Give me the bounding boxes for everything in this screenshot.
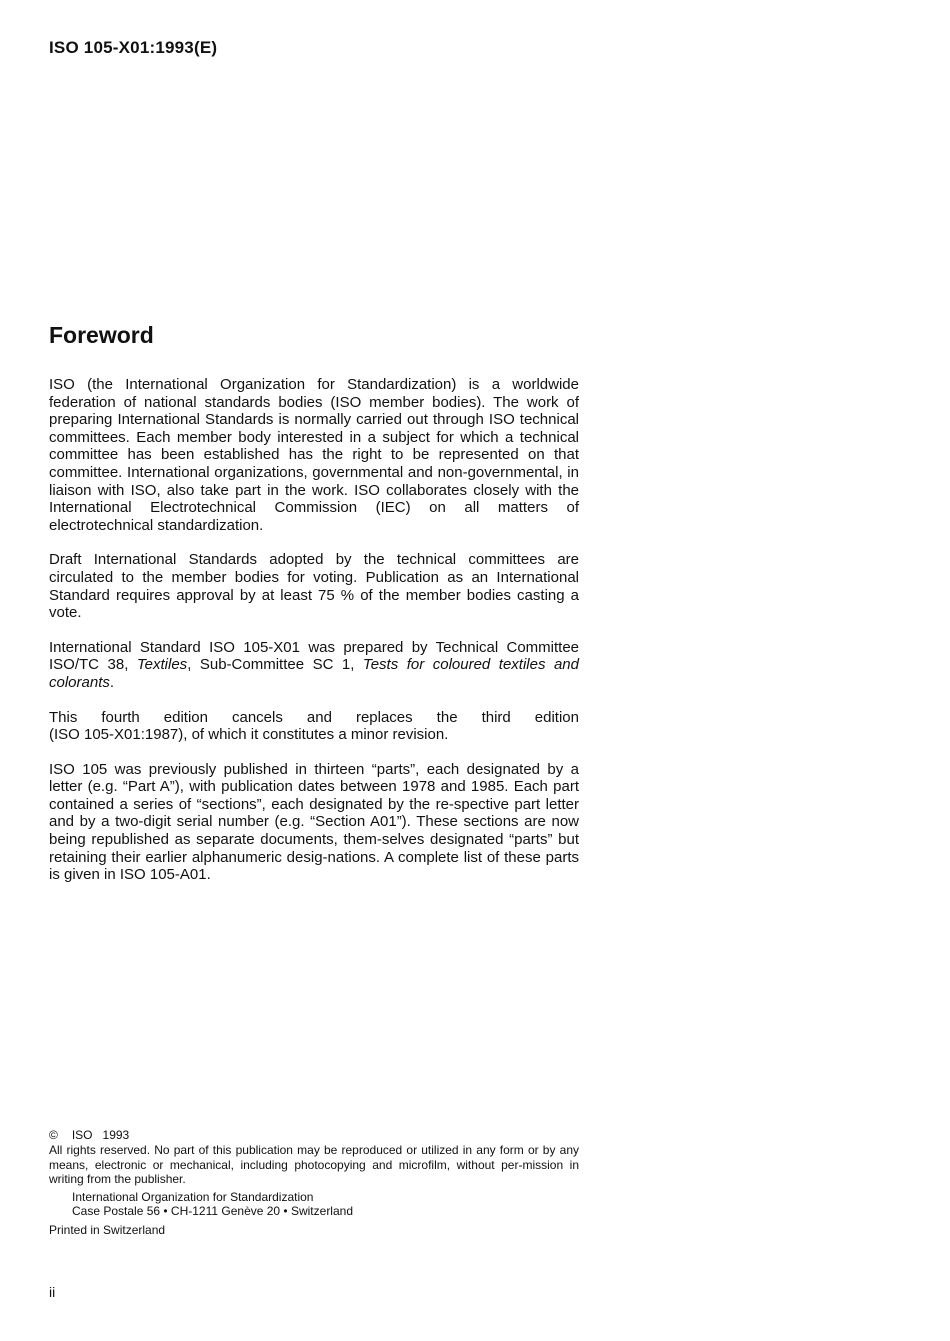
page-title: Foreword bbox=[49, 322, 154, 348]
paragraph-iso-intro: ISO (the International Organization for Standardization) is a worldwide federation of national standards bodies (ISO member bodies). The work of preparing International Standards is normally carried out through ISO technical committees. Each member body interested in a subject for which a technical committee has been established has the right to be represented on that committee. International organizations, governmental and non-governmental, in liaison with ISO, also take part in the work. ISO collaborates closely with the International Electrotechnical Commission (IEC) on all matters of electrotechnical standardization. bbox=[49, 376, 579, 534]
committee-name: Textiles bbox=[136, 656, 188, 674]
paragraph-edition bbox=[49, 709, 579, 744]
copyright-year: 1993 bbox=[102, 1128, 130, 1142]
prepared-by-text-1: International Standard ISO 105-X01 was prepared by Technical Committee ISO/TC 38, bbox=[49, 638, 579, 674]
page-number: ii bbox=[49, 1284, 56, 1300]
edition-line-1: This fourth edition cancels and replaces the third edition bbox=[49, 708, 579, 726]
subcommittee-name: Tests for coloured textiles and colorants bbox=[49, 656, 579, 691]
organization-address: Case Postale 56 • CH-1211 Genève 20 • Switzerland bbox=[72, 1204, 353, 1219]
copyright-symbol: © bbox=[49, 1128, 58, 1142]
paragraph-draft-standards: Draft International Standards adopted by the technical committees are circulated to the member bodies for voting. Publication as an International Standard requires approval by at least 75 % of the member bodies casting a vote. bbox=[49, 551, 579, 622]
copyright-footer bbox=[49, 1128, 579, 1237]
paragraph-prepared-by bbox=[49, 639, 579, 692]
rights-statement: All rights reserved. No part of this publication may be reproduced or utilized in any form or by any means, electronic or mechanical, including photocopying and microfilm, without per-mission in writing from the publisher. bbox=[49, 1143, 579, 1186]
copyright-line bbox=[49, 1128, 579, 1142]
copyright-org: ISO bbox=[71, 1128, 93, 1142]
document-id-header: ISO 105-X01:1993(E) bbox=[49, 38, 218, 57]
prepared-by-text-3: . bbox=[109, 673, 115, 691]
prepared-by-text-2: , Sub-Committee SC 1, bbox=[187, 656, 363, 674]
organization-name: International Organization for Standardization bbox=[72, 1190, 314, 1205]
printed-in: Printed in Switzerland bbox=[49, 1222, 166, 1237]
edition-line-2: (ISO 105-X01:1987), of which it constitutes a minor revision. bbox=[49, 726, 449, 744]
paragraph-history: ISO 105 was previously published in thirteen “parts”, each designated by a letter (e.g. “Part A”), with publication dates between 1978 and 1985. Each part contained a series of “sections”, each designated by the re-spective part letter and by a two-digit serial number (e.g. “Section A01”). These sections are now being republished as separate documents, them-selves designated “parts” but retaining their earlier alphanumeric desig-nations. A complete list of these parts is given in ISO 105-A01. bbox=[49, 760, 579, 884]
foreword-body bbox=[49, 376, 579, 901]
